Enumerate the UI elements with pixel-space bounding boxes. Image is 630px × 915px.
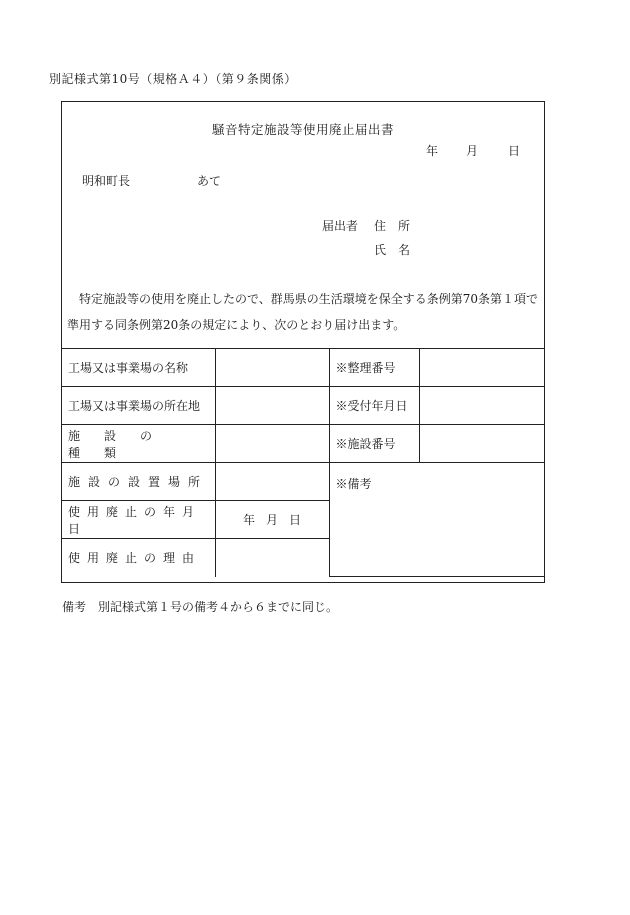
remarks-cell[interactable] (329, 463, 544, 577)
facility-type-label: 施設の種類 (62, 425, 215, 463)
addressee-suffix: あて (197, 174, 222, 188)
date-day-label: 日 (508, 144, 521, 158)
abolition-notification-form (61, 101, 545, 583)
install-place-label: 施設の設置場所 (62, 463, 215, 501)
declaration-text: 特定施設等の使用を廃止したので、群馬県の生活環境を保全する条例第70条第１項で準用する同条例第20条の規定により、次のとおり届け出ます。 (67, 292, 539, 332)
addressee-name: 明和町長 (82, 174, 131, 188)
table-row (62, 387, 544, 425)
remarks-note: 備考 別記様式第１号の備考４から６までに同じ。 (62, 600, 339, 614)
applicant-label: 届出者 (322, 219, 359, 233)
facility-type-field[interactable] (215, 425, 329, 463)
form-header-section (62, 102, 544, 348)
factory-location-label: 工場又は事業場の所在地 (62, 387, 215, 425)
table-row (62, 425, 544, 463)
form-number-heading: 別記様式第10号（規格Ａ４）（第９条関係） (49, 72, 297, 86)
table-row (62, 349, 544, 387)
abolish-year-label: 年 (242, 513, 255, 527)
table-row (62, 463, 544, 501)
date-year-label: 年 (426, 144, 439, 158)
factory-name-label: 工場又は事業場の名称 (62, 349, 215, 387)
applicant-address-label: 住 所 (374, 219, 411, 233)
install-place-field[interactable] (215, 463, 329, 501)
factory-name-field[interactable] (215, 349, 329, 387)
ref-number-field[interactable] (419, 349, 544, 387)
remarks-label: ※備考 (335, 477, 372, 491)
addressee (82, 172, 222, 189)
abolish-reason-label: 使用廃止の理由 (62, 539, 215, 577)
abolish-month-label: 月 (265, 513, 278, 527)
abolish-date-label: 使用廃止の年月日 (62, 501, 215, 539)
factory-location-field[interactable] (215, 387, 329, 425)
received-date-label: ※受付年月日 (329, 387, 419, 425)
form-title: 騒音特定施設等使用廃止届出書 (211, 122, 394, 137)
date-month-label: 月 (466, 144, 479, 158)
facility-number-label: ※施設番号 (329, 425, 419, 463)
abolish-date-field[interactable] (215, 501, 329, 539)
applicant-name-label: 氏 名 (374, 243, 411, 257)
facility-number-field[interactable] (419, 425, 544, 463)
details-table (62, 348, 544, 577)
ref-number-label: ※整理番号 (329, 349, 419, 387)
received-date-field[interactable] (419, 387, 544, 425)
abolish-reason-field[interactable] (215, 539, 329, 577)
abolish-day-label: 日 (288, 513, 301, 527)
